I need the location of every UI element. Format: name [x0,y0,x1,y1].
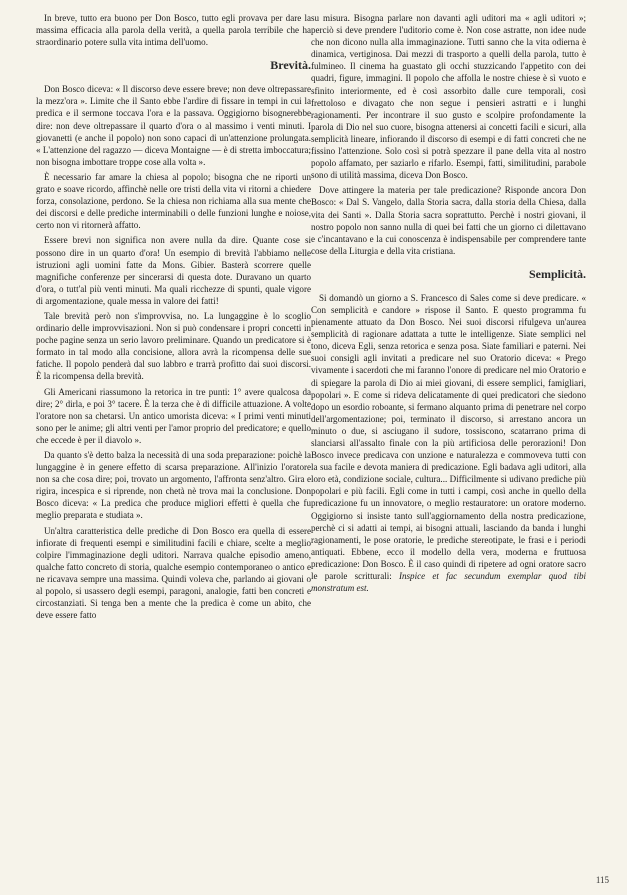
paragraph: È necessario far amare la chiesa al popolo; bisogna che ne riporti un grato e soave ricordo, affinchè nelle ore tristi della vita vi ritorni a chiedere forza, consolazione, perdono. Se la chiesa non richiama alla sua mente che dei discorsi e delle prediche interminabili o delle funzioni lunghe e noiose, certo non vi ritornerà affatto. [36,171,311,231]
paragraph [311,292,586,594]
section-heading-semplicita: Semplicità. [529,266,586,281]
paragraph: Essere brevi non significa non avere nulla da dire. Quante cose si possono dire in un quarto d'ora! Un esempio di brevità l'abbiamo nelle istruzioni agli uomini fatte da Mons. Gibier. Basterà scorrere quelle magnifiche conferenze per sincerarsi di questa dote. Duravano un quarto d'ora, o tutt'al più venti minuti. Ma quali ricchezze di spunti, quale vigore di argomentazione, quale messa in valore dei fatti! [36,235,311,306]
scripture-quote: Inspice et fac secundum exemplar quod tibi monstratum est. [311,571,586,594]
right-column [311,12,586,597]
paragraph: Tale brevità però non s'improvvisa, no. La lungaggine è lo scoglio ordinario delle improvvisazioni. Non si può condensare i propri concetti in poche pagine senza un serio lavoro preliminare. Quando un predicatore si è formato in tal modo alla concisione, allora avrà la ricompensa delle sue fatiche. Il popolo penderà dal suo labbro e trarrà profitto dai suoi discorsi. È la ricompensa della brevità. [36,310,311,382]
left-column [36,12,311,624]
page-number: 115 [595,875,609,885]
paragraph: su misura. Bisogna parlare non davanti agli uditori ma « agli uditori »; perciò si deve prendere l'uditorio come è. Non cose astratte, non idee nude che non dicono nulla alla immaginazione. Tutti sanno che la vita odierna è dinamica, vertiginosa. Dai mezzi di trasporto a quelli della parola, tutto è fulmineo. Il cinema ha guastato gli occhi stuzzicando l'appetito con dei quadri, figure, immagini. Il popolo che affolla le nostre chiese è sì vuoto e sfinito interiormente, ed è così assorbito dalle cure temporali, così frettoloso e divagato che non segue i pensieri astratti e i lunghi ragionamenti. Per incontrare il suo gusto e scolpire profondamente la parola di Dio nel suo cuore, bisogna attenersi ai concetti facili e sicuri, alla semplicità lineare, infiorando il discorso di esempi e di fatti concreti che ne fissino l'attenzione. Solo così si potrà spezzare il pane della vita al nostro popolo affamato, per saziarlo e rifarlo. Esempi, fatti, similitudini, parabole sono di utilità massima, diceva Don Bosco. [311,13,586,181]
paragraph: Dove attingere la materia per tale predicazione? Risponde ancora Don Bosco: « Dal S. Vangelo, dalla Storia sacra, dalla storia della Chiesa, dalla vita dei Santi ». Dalla Storia sacra soprattutto. Perchè i nostri giovani, il nostro popolo non sanno nulla di quei bei fatti che un giorno ci dilettavano e c'incantavano e la cui conoscenza è indispensabile per comprendere tante cose della Liturgia e della vita cristiana. [311,185,586,256]
paragraph-text: Si domandò un giorno a S. Francesco di Sales come si deve predicare. « Con semplicità e candore » rispose il Santo. E questo programma fu pienamente attuato da Don Bosco. Nei suoi discorsi rifulgeva un'aurea semplicità di ragionare adattata a tutte le intelligenze. Siate semplici nel tono, diceva Egli, senza retorica e senza posa. Siate familiari e paterni. Nei suoi consigli agli invitati a predicare nel suo Oratorio diceva: « Prego vivamente i sacerdoti che mi faranno l'onore di predicare nel mio Oratorio e di spiegare la parola di Dio ai miei giovani, di essere semplici, famigliari, popolari ». E come si rideva delicatamente di quei predicatori che siedono dopo un esordio roboante, si fermano alquanto prima di penetrare nel corpo dell'argomentazione; poi, terminato il discorso, si arrestano ancora un minuto o due, si asciugano il sudore, tossiscono, scatarrano prima di slanciarsi all'assalto finale con la più artificiosa delle perorazioni! Don Bosco invece predicava con unzione e naturalezza e commoveva tutti con la sua facile e devota maniera di predicazione. Egli badava agli uditori, alla loro età, condizione sociale, cultura... Difficilmente si udivano prediche più popolari e più facili. Egli come in tutti i campi, così anche in quello della predicazione fu un innovatore, o meglio restauratore: un oratore moderno. Oggigiorno si insiste tanto sull'aggiornamento della nostra predicazione, perchè ci si adatti ai tempi, ai bisogni attuali, lasciando da banda i lunghi ragionamenti, le pose oratorie, le prediche stereotipate, le frasi e i periodi antiquati. Ebbene, ecco il modello della vera, moderna e fruttuosa predicazione: Don Bosco. È il caso quindi di ripetere ad ogni oratore sacro le parole scritturali: [311,292,586,582]
paragraph: Gli Americani riassumono la retorica in tre punti: 1° avere qualcosa da dire; 2° dirla, e poi 3° tacere. È la terza che è di difficile attuazione. A volte l'oratore non sa chetarsi. Un antico umorista diceva: « I primi venti minuti sono per le anime; gli altri venti per l'amor proprio del predicatore; e quello che eccede è per il diavolo ». [36,386,311,445]
section-heading-brevita: Brevità. [270,58,311,73]
paragraph: Da quanto s'è detto balza la necessità di una soda preparazione: poichè la lungaggine è in genere effetto di scarsa preparazione. All'inizio l'oratore non sa che cosa dire; poi, trovato un argomento, l'affronta senz'altro. Gira e rigira, incespica e si riprende, non chetà nè trova mai la conclusione. Don Bosco diceva: « La predica che produce migliori effetti è quella che fu meglio preparata e studiata ». [36,450,311,521]
paragraph: Un'altra caratteristica delle prediche di Don Bosco era quella di essere infiorate di frequenti esempi e similitudini facili e chiare, scelte a meglio colpire l'immaginazione degli uditori. Narrava qualche episodio ameno, qualche fatto concreto di storia, qualche esempio contemporaneo o antico e ne ricavava sempre una massima. Quindi voleva che, parlando ai giovani o al popolo, si usassero degli esempi, paragoni, analogie, fatti ben concreti e circostanziati. Si tenga ben a mente che la predica è come un abito, che deve essere fatto [36,525,311,621]
paragraph: In breve, tutto era buono per Don Bosco, tutto egli provava per dare la massima efficacia alla parola della verità, a quella parola terribile che ha straordinario potere sulla vita intima dell'uomo. [36,13,311,48]
paragraph: Don Bosco diceva: « Il discorso deve essere breve; non deve oltrepassare la mezz'ora ». Limite che il Santo ebbe l'ardire di fissare in tempi in cui la predica e il sermone toccava l'ora e la passava. Oggigiorno bisognerebbe dire: non deve oltrepassare il quarto d'ora o al massimo i venti minuti. I giovanetti (e anche il popolo) non sono capaci di un'attenzione prolungata. « L'attenzione del ragazzo — diceva Montaigne — è di stretta imboccatura; non bisogna imbottare troppe cose alla volta ». [36,84,311,167]
